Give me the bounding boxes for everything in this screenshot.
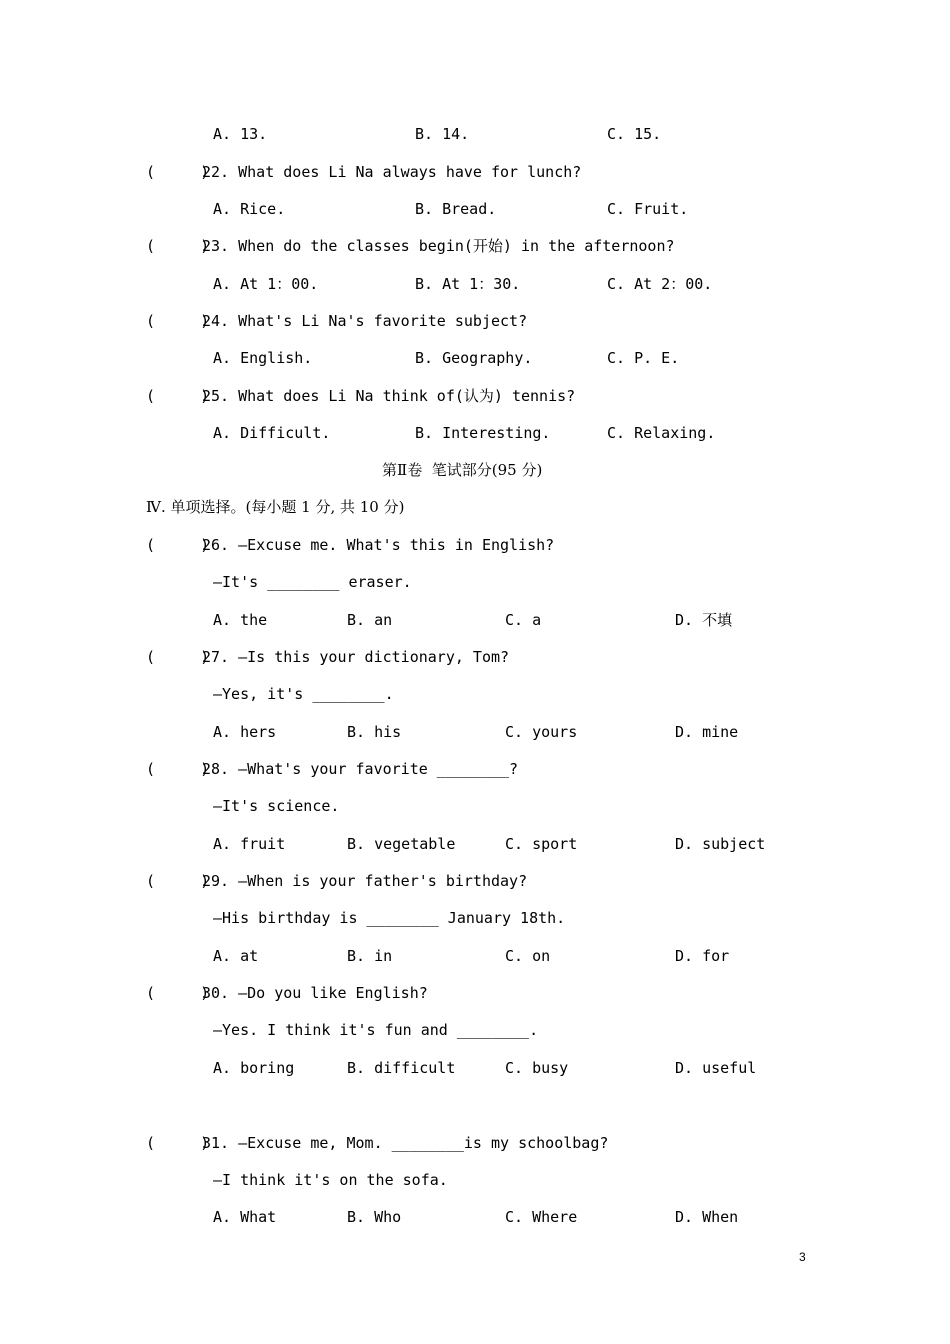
answer-option: D. for [675,947,730,965]
part-heading: 第Ⅱ卷 笔试部分(95 分) [382,461,543,479]
answer-option: C. Relaxing. [607,424,716,442]
answer-bracket: ( ) [146,760,210,778]
dialogue-response: —Yes, it's ________. [213,685,394,703]
answer-option: A. fruit [213,835,286,853]
answer-option: B. his [347,723,402,741]
answer-bracket: ( ) [146,872,210,890]
question-text: 27. —Is this your dictionary, Tom? [202,648,510,666]
answer-option: A. English. [213,349,313,367]
dialogue-response: —Yes. I think it's fun and ________. [213,1021,539,1039]
answer-option: D. 不填 [675,611,733,629]
answer-option: A. 13. [213,125,268,143]
answer-option: B. difficult [347,1059,456,1077]
answer-option: B. in [347,947,393,965]
answer-option: B. Who [347,1208,402,1226]
answer-option: C. busy [505,1059,569,1077]
answer-bracket: ( ) [146,387,210,405]
answer-option: D. mine [675,723,739,741]
answer-bracket: ( ) [146,237,210,255]
answer-option: A. hers [213,723,277,741]
answer-bracket: ( ) [146,648,210,666]
dialogue-response: —It's ________ eraser. [213,573,412,591]
question-text: 23. When do the classes begin(开始) in the afternoon? [202,237,675,255]
answer-bracket: ( ) [146,312,210,330]
answer-option: B. At 1：30. [415,275,521,293]
answer-option: A. Rice. [213,200,286,218]
question-text: 28. —What's your favorite ________? [202,760,519,778]
question-text: 26. —Excuse me. What's this in English? [202,536,555,554]
dialogue-response: —I think it's on the sofa. [213,1171,448,1189]
section-heading: Ⅳ. 单项选择。(每小题 1 分, 共 10 分) [146,498,405,516]
answer-option: D. When [675,1208,739,1226]
answer-option: A. at [213,947,259,965]
question-text: 30. —Do you like English? [202,984,428,1002]
answer-option: B. Bread. [415,200,497,218]
answer-option: B. vegetable [347,835,456,853]
question-text: 25. What does Li Na think of(认为) tennis? [202,387,576,405]
answer-option: C. At 2：00. [607,275,713,293]
answer-option: A. What [213,1208,277,1226]
answer-option: C. sport [505,835,578,853]
answer-option: B. 14. [415,125,470,143]
answer-option: C. a [505,611,542,629]
answer-option: C. Where [505,1208,578,1226]
answer-option: A. the [213,611,268,629]
answer-option: D. subject [675,835,766,853]
dialogue-response: —His birthday is ________ January 18th. [213,909,566,927]
answer-option: A. boring [213,1059,295,1077]
question-text: 29. —When is your father's birthday? [202,872,528,890]
answer-option: C. P. E. [607,349,680,367]
question-text: 24. What's Li Na's favorite subject? [202,312,528,330]
answer-option: B. an [347,611,393,629]
answer-option: C. yours [505,723,578,741]
question-text: 22. What does Li Na always have for lunch? [202,163,582,181]
answer-option: A. At 1：00. [213,275,319,293]
answer-bracket: ( ) [146,163,210,181]
dialogue-response: —It's science. [213,797,340,815]
answer-bracket: ( ) [146,984,210,1002]
answer-option: A. Difficult. [213,424,331,442]
answer-option: B. Interesting. [415,424,551,442]
answer-option: C. on [505,947,551,965]
page-number: 3 [799,1250,806,1264]
answer-option: B. Geography. [415,349,533,367]
question-text: 31. —Excuse me, Mom. ________is my schoolbag? [202,1134,609,1152]
answer-bracket: ( ) [146,536,210,554]
answer-option: C. Fruit. [607,200,689,218]
answer-option: C. 15. [607,125,662,143]
answer-option: D. useful [675,1059,757,1077]
answer-bracket: ( ) [146,1134,210,1152]
